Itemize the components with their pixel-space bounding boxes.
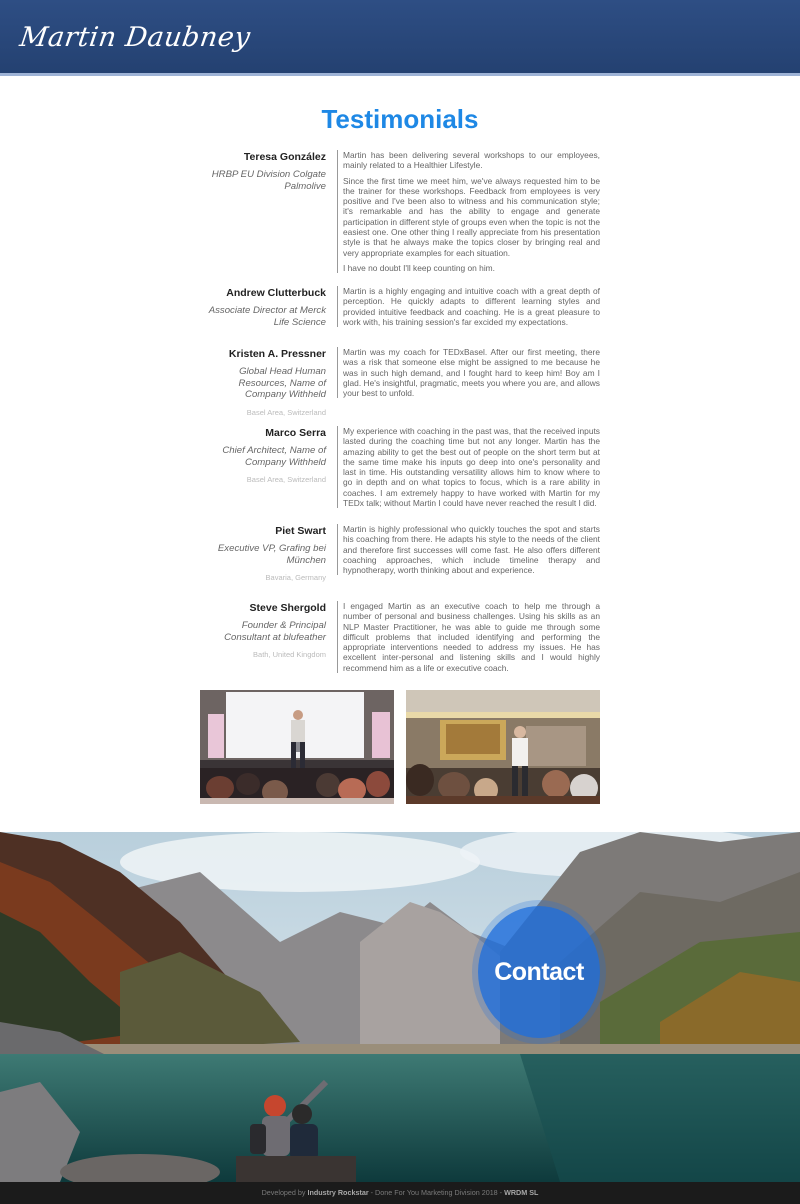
testimonial-paragraph: I have no doubt I'll keep counting on him. — [343, 262, 495, 273]
footer-middle-text: - Done For You Marketing Division 2018 - — [368, 1188, 505, 1197]
author-location: Basel Area, Switzerland — [246, 475, 326, 484]
testimonial-author — [200, 601, 326, 660]
author-location: Bavaria, Germany — [265, 573, 326, 582]
site-logo[interactable]: Martin Daubney — [17, 22, 253, 53]
author-role: HRBP EU Division Colgate Palmolive — [211, 169, 326, 192]
testimonial-text — [337, 601, 600, 673]
author-name: Piet Swart — [275, 525, 326, 537]
testimonial-paragraph: Martin was my coach for TEDxBasel. After our first meeting, there was a risk that someone else might be assigned to me because he was in such high demand, and I fought hard to keep him! Boy am I glad. He's insightful, pragmatic, meets you where you are, and allows your best to unfold. — [343, 347, 600, 399]
contact-button[interactable]: Contact — [478, 906, 600, 1038]
author-role: Executive VP, Grafing bei München — [217, 543, 326, 566]
page-title: Testimonials — [321, 104, 479, 134]
testimonial-text — [337, 524, 600, 575]
author-name: Andrew Clutterbuck — [226, 287, 326, 299]
testimonial-text — [337, 426, 600, 508]
footer-company-link[interactable]: WRDM SL — [504, 1188, 539, 1197]
testimonial-author — [200, 286, 326, 328]
author-role: Founder & Principal Consultant at blufeather — [224, 620, 326, 643]
author-role: Associate Director at Merck Life Science — [208, 305, 326, 328]
testimonial-author — [200, 150, 326, 192]
testimonial-paragraph: I engaged Martin as an executive coach to help me through a number of personal and business challenges. Using his skills as an NLP Master Practitioner, he was able to guide me through some difficult problems that included identifying and performing the appropriate interventions needed to address my issues. He has excellent inter-personal and listening skills and I would highly recommend him as a life or executive coach. — [343, 601, 600, 673]
workshop-photo-stage — [200, 690, 394, 804]
testimonial-text — [337, 286, 600, 327]
footer-prefix: Developed by — [261, 1188, 308, 1197]
testimonial-text — [337, 150, 600, 273]
author-name: Steve Shergold — [249, 602, 326, 614]
testimonial-paragraph: Martin has been delivering several workshops to our employees, mainly related to a Healthier Lifestyle. — [343, 150, 600, 171]
testimonial-paragraph: Since the first time we meet him, we've always requested him to be the trainer for these workshops. Feedback from employees is very positive and I've been also to witness and his communication style; it's remarkable and has the ability to engage and generate participation in different style of groups even when the topic is not the easiest one. One other thing I really appreciate from his presentation style is that he always make the topics closer by bringing real and very appropriate examples for each situation. — [343, 175, 600, 258]
testimonial-paragraph: My experience with coaching in the past was, that the received inputs lasted during the coaching time but not any longer. Martin has the amazing ability to get the best out of people on the short term but at the same time make his inputs go deep into one's personality and last in time. His outstanding versatility allows him to know where to go in depth and on what topics to focus, which is a rare ability in coaches. I am extremely happy to have worked with Martin for my TEDx talk; without Martin I could have never reached the result I did. — [343, 426, 600, 509]
site-header — [0, 0, 800, 76]
author-name: Marco Serra — [265, 427, 326, 439]
testimonial-author — [200, 426, 326, 485]
contact-hero-image — [0, 832, 800, 1182]
author-name: Teresa González — [243, 151, 326, 163]
site-footer — [0, 1182, 800, 1204]
testimonial-author — [200, 347, 326, 418]
author-name: Kristen A. Pressner — [228, 348, 326, 360]
testimonial-paragraph: Martin is a highly engaging and intuitive coach with a great depth of perception. He quickly adapts to different learning styles and provided intuitive feedback and coaching. He is a great pleasure to work with, his training session's far excided my expectations. — [343, 286, 600, 327]
testimonial-paragraph: Martin is highly professional who quickly touches the spot and starts his coaching from there. He adapts his style to the needs of the client and therefore first successes will come fast. He also offers different coaching approaches, which include timeline therapy and hypnotherapy, worth thinking about and experience. — [343, 524, 600, 576]
author-role: Chief Architect, Name of Company Withheld — [222, 445, 326, 468]
workshop-photo-room — [406, 690, 600, 804]
testimonial-author — [200, 524, 326, 583]
author-role: Global Head Human Resources, Name of Company Withheld — [238, 366, 326, 400]
author-location: Basel Area, Switzerland — [246, 407, 326, 417]
author-location: Bath, United Kingdom — [253, 650, 326, 659]
footer-developer-link[interactable]: Industry Rockstar — [307, 1188, 369, 1197]
testimonial-text — [337, 347, 600, 398]
